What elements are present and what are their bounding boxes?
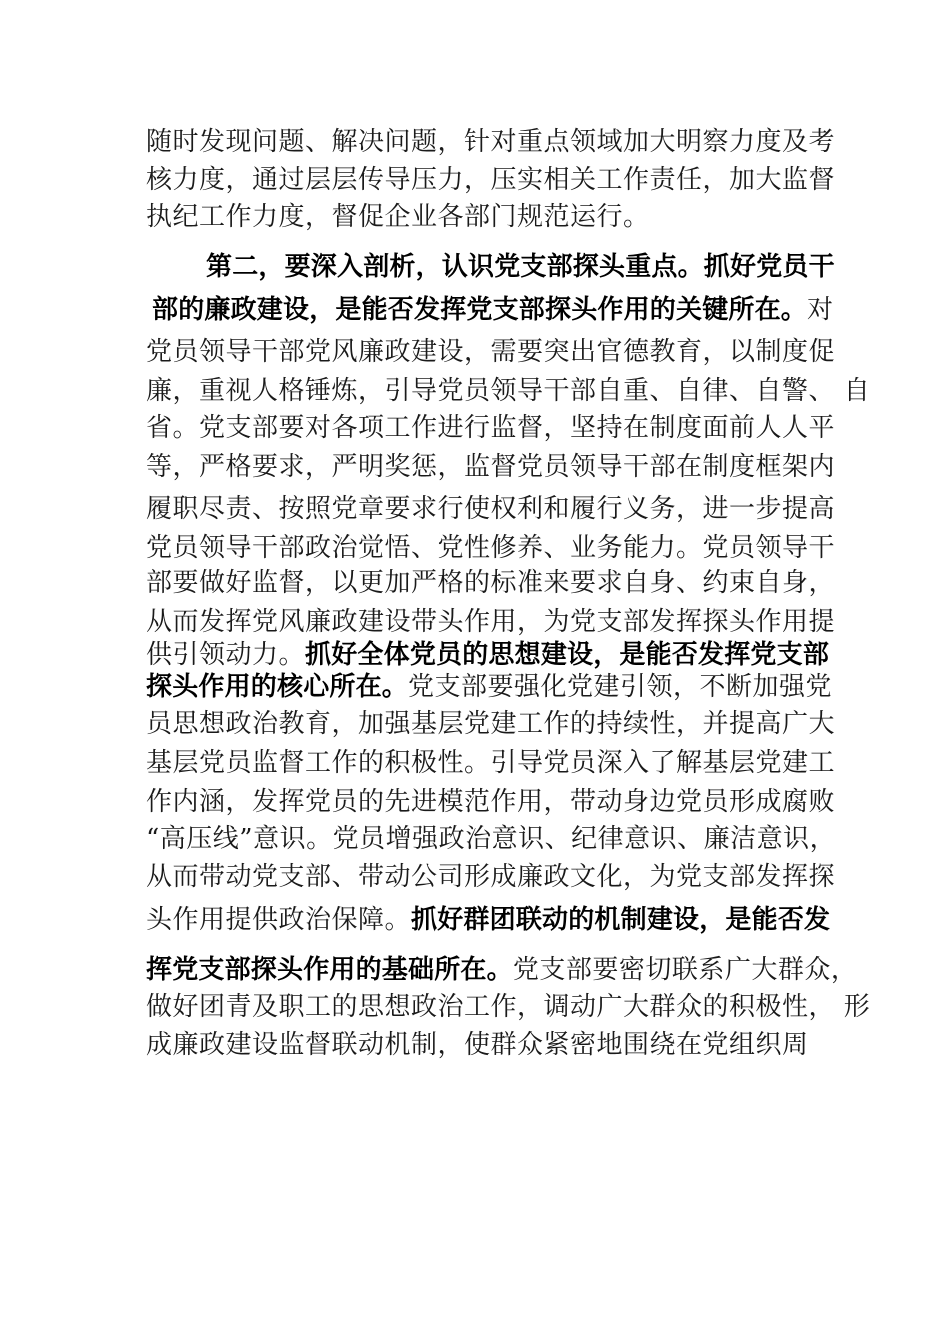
text-line (146, 449, 836, 485)
text-line (146, 669, 833, 705)
text-line (146, 565, 836, 601)
text-run: 成廉政建设监督联动机制，使群众紧密地围绕在党组织周 (146, 1030, 809, 1060)
bold-heading-run: 挥党支部探头作用的基础所在。 (146, 955, 513, 985)
text-line (146, 334, 836, 370)
text-run: 党支部要强化党建引领，不断加强党 (408, 672, 833, 702)
text-line (146, 902, 831, 938)
bold-heading-run: 部的廉政建设，是能否发挥党支部探头作用的关键所在。 (152, 295, 808, 325)
text-line (146, 530, 836, 566)
text-line (146, 952, 858, 988)
text-line (146, 124, 836, 160)
text-run: 党支部要密切联系广大群众， (512, 955, 858, 985)
text-run: 核力度，通过层层传导压力，压实相关工作责任，加大监督 (146, 165, 836, 195)
text-line (152, 292, 832, 328)
text-line (146, 706, 836, 742)
text-line (146, 491, 836, 527)
text-run: 随时发现问题、解决问题，针对重点领域加大明察力度及考 (146, 127, 836, 157)
text-run: 头作用提供政治保障。 (146, 905, 412, 935)
text-line (146, 745, 836, 781)
text-line (146, 989, 871, 1025)
text-run: 作内涵，发挥党员的先进模范作用，带动身边党员形成腐败 (146, 787, 836, 817)
text-run: 供引领动力。 (146, 640, 306, 670)
text-line (146, 604, 836, 640)
text-line (146, 784, 836, 820)
text-run: 部要做好监督，以更加严格的标准来要求自身、约束自身， (146, 568, 836, 598)
text-run: 从而发挥党风廉政建设带头作用，为党支部发挥探头作用提 (146, 607, 836, 637)
text-line (146, 859, 836, 895)
text-line (146, 373, 871, 409)
bold-heading-run: 第二，要深入剖析，认识党支部探头重点。抓好党员干 (206, 252, 835, 282)
text-run: 做好团青及职工的思想政治工作，调动广大群众的积极性， 形 (146, 992, 871, 1022)
text-run: 从而带动党支部、带动公司形成廉政文化，为党支部发挥探 (146, 862, 836, 892)
text-line (146, 637, 830, 673)
text-run: “高压线”意识。党员增强政治意识、纪律意识、廉洁意识， (146, 824, 837, 854)
text-run: 廉，重视人格锤炼，引导党员领导干部自重、自律、自警、 自 (146, 376, 871, 406)
text-line (146, 199, 826, 235)
text-run: 等，严格要求，严明奖惩，监督党员领导干部在制度框架内 (146, 452, 836, 482)
bold-heading-run: 抓好全体党员的思想建设，是能否发挥党支部 (305, 640, 830, 670)
text-line (146, 162, 836, 198)
text-line (206, 249, 886, 285)
text-line (146, 821, 837, 857)
text-run: 党员领导干部党风廉政建设，需要突出官德教育，以制度促 (146, 337, 836, 367)
text-run: 履职尽责、按照党章要求行使权利和履行义务，进一步提高 (146, 494, 836, 524)
text-line (146, 410, 836, 446)
text-run: 省。党支部要对各项工作进行监督，坚持在制度面前人人平 (146, 413, 836, 443)
text-run: 基层党员监督工作的积极性。引导党员深入了解基层党建工 (146, 748, 836, 778)
text-run: 党员领导干部政治觉悟、党性修养、业务能力。党员领导干 (146, 533, 836, 563)
text-run: 对 (807, 295, 834, 325)
bold-heading-run: 抓好群团联动的机制建设，是能否发 (411, 905, 831, 935)
text-run: 执纪工作力度，督促企业各部门规范运行。 (146, 202, 650, 232)
text-run: 员思想政治教育，加强基层党建工作的持续性，并提高广大 (146, 709, 836, 739)
text-line (146, 1027, 826, 1063)
bold-heading-run: 探头作用的核心所在。 (146, 672, 409, 702)
